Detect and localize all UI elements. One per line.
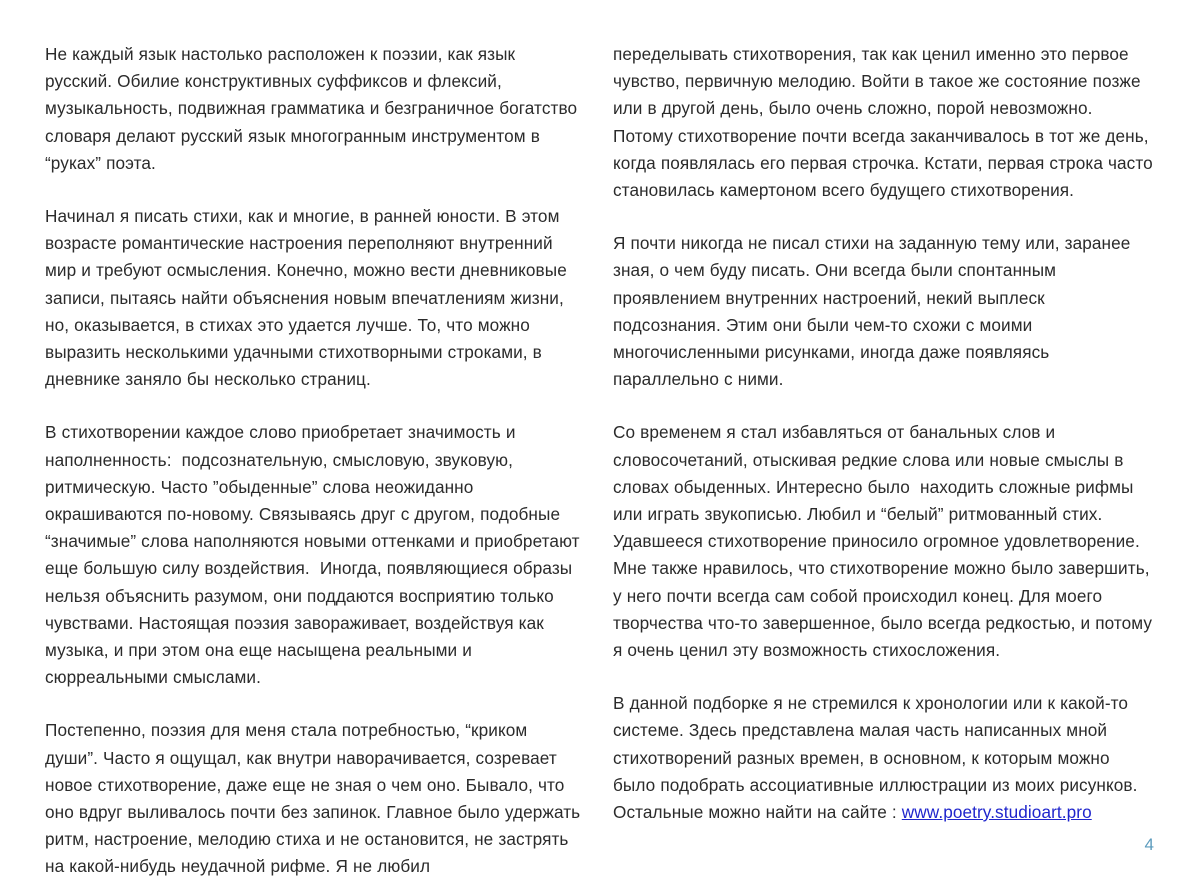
right-column — [613, 41, 1158, 826]
paragraph-with-link — [613, 690, 1155, 826]
paragraph: Постепенно, поэзия для меня стала потребностью, “криком души”. Часто я ощущал, как внутри наворачивается, созревает новое стихотворение, даже еще не зная о чем оно. Бывало, что оно вдруг выливалось почти без запинок. Главное было удержать ритм, настроение, мелодию стиха и не остановится, не застрять на какой-нибудь неудачной рифме. Я не любил — [45, 720, 586, 877]
website-link[interactable]: www.poetry.studioart.pro — [901, 802, 1092, 823]
left-column — [45, 41, 585, 881]
page-number: 4 — [1144, 835, 1154, 854]
paragraph: В стихотворении каждое слово приобретает значимость и наполненность: подсознательную, смысловую, звуковую, ритмическую. Часто ”обыденные” слова неожиданно окрашиваются по-новому. Связываясь друг с другом, подобные “значимые” слова наполняются новыми оттенками и приобретают еще большую силу воздействия. Иногда, появляющиеся образы нельзя объяснить разумом, они поддаются восприятию только чувствами. Настоящая поэзия завораживает, воздействуя как музыка, и при этом она еще насыщена реальными и сюрреальными смыслами. — [45, 422, 585, 688]
paragraph: Начинал я писать стихи, как и многие, в ранней юности. В этом возрасте романтические настроения переполняют внутренний мир и требуют осмысления. Конечно, можно вести дневниковые записи, пытаясь найти объяснения новым впечатлениям жизни, но, оказывается, в стихах это удается лучше. То, что можно выразить несколькими удачными стихотворными строками, в дневнике заняло бы несколько страниц. — [45, 206, 572, 390]
paragraph: Со временем я стал избавляться от банальных слов и словосочетаний, отыскивая редкие слова или новые смыслы в словах обыденных. Интересно было находить сложные рифмы или играть звукописью. Любил и “белый” ритмованный стих. Удавшееся стихотворение приносило огромное удовлетворение. Мне также нравилось, что стихотворение можно было завершить, у него почти всегда сам собой происходил конец. Для моего творчества что-то завершенное, было всегда редкостью, и потому я очень ценил эту возможность стихосложения. — [613, 422, 1158, 661]
paragraph: Не каждый язык настолько расположен к поэзии, как язык русский. Обилие конструктивных суффиксов и флексий, музыкальность, подвижная грамматика и безграничное богатство словаря делают русский язык многогранным инструментом в “руках” поэта. — [45, 44, 583, 173]
paragraph: переделывать стихотворения, так как ценил именно это первое чувство, первичную мелодию. Войти в такое же состояние позже или в другой день, было очень сложно, порой невозможно. Потому стихотворение почти всегда заканчивалось в тот же день, когда появлялась его первая строчка. Кстати, первая строка часто становилась камертоном всего будущего стихотворения. — [613, 44, 1158, 201]
paragraph-text: В данной подборке я не стремился к хронологии или к какой-то системе. Здесь представлена малая часть написанных мной стихотворений разных времен, в основном, к которым можно было подобрать ассоциативные иллюстрации из моих рисунков. Остальные можно найти на сайте : — [613, 693, 1143, 823]
two-column-body — [45, 41, 1158, 881]
paragraph: Я почти никогда не писал стихи на заданную тему или, заранее зная, о чем буду писать. Они всегда были спонтанным проявлением внутренних настроений, некий выплеск подсознания. Этим они были чем-то схожи с моими многочисленными рисунками, иногда даже появляясь параллельно с ними. — [613, 233, 1136, 390]
